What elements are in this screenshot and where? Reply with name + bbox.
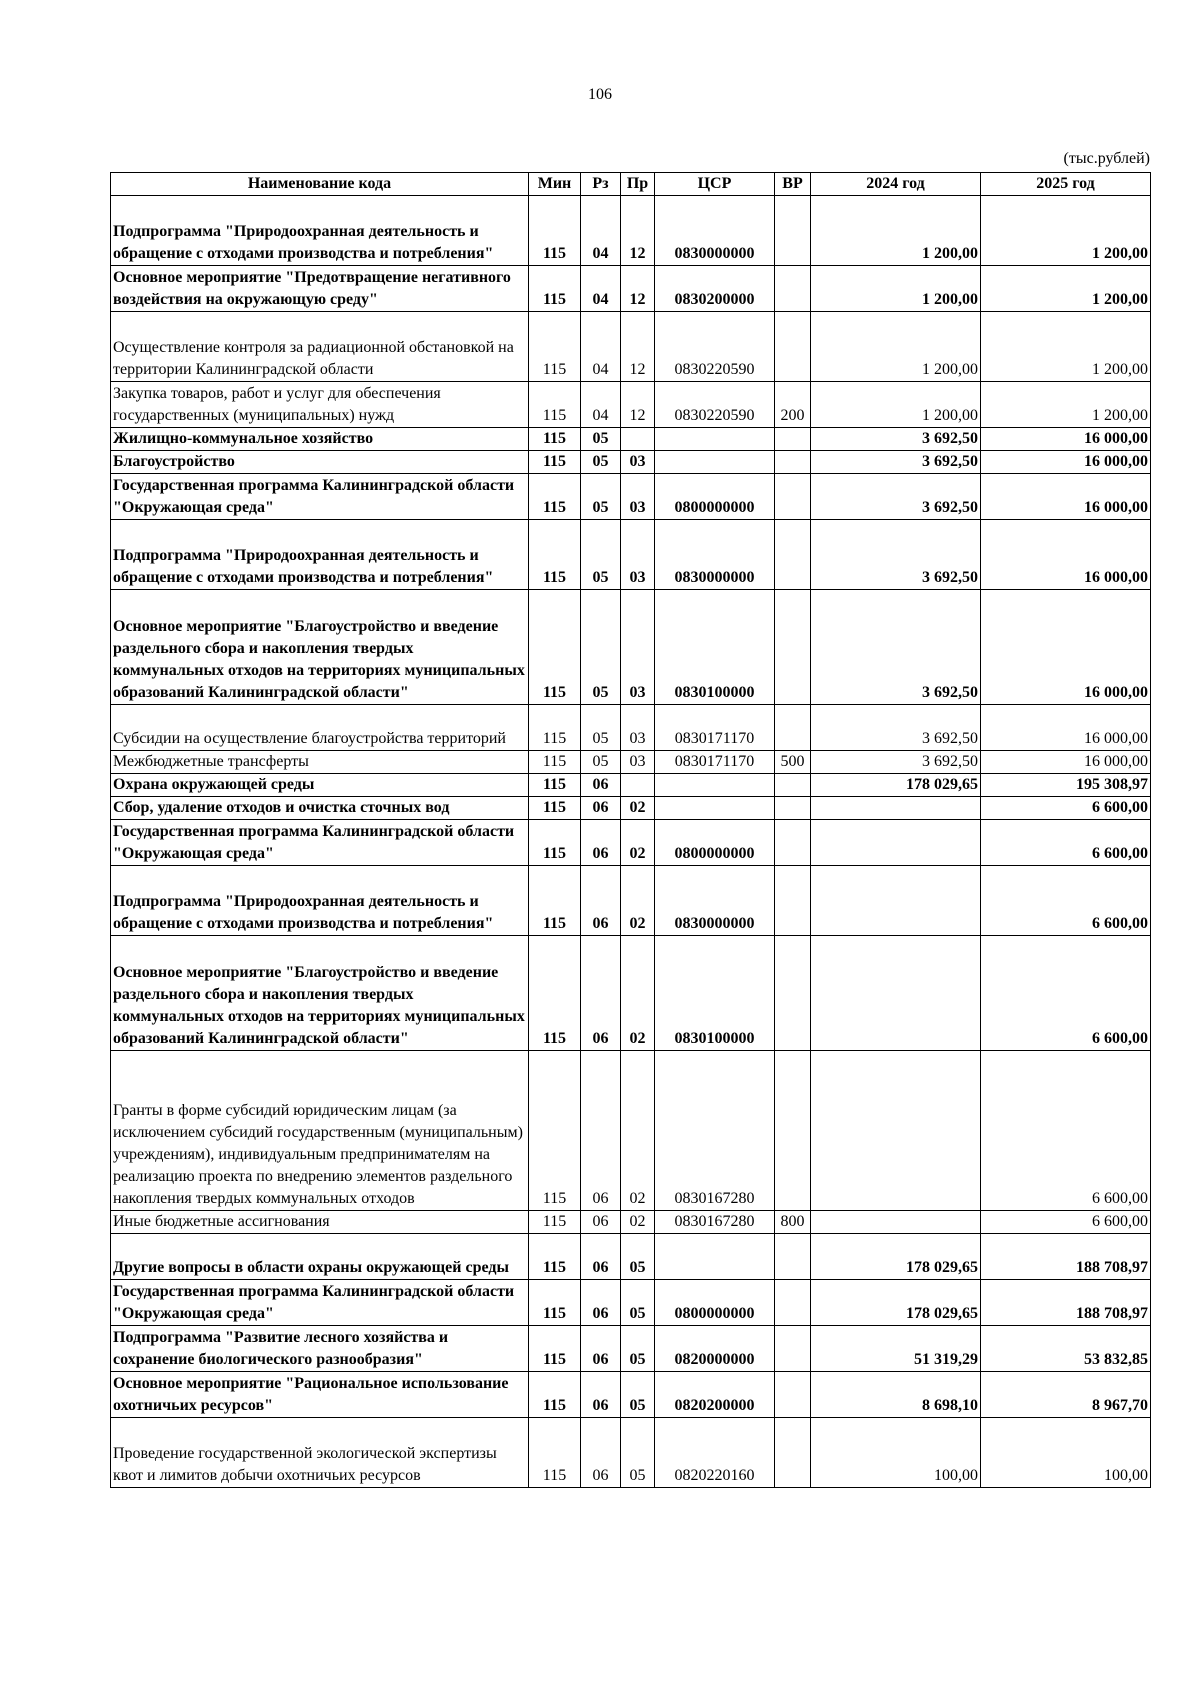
row-name: Межбюджетные трансферты (111, 751, 529, 774)
row-2025-value: 6 600,00 (981, 1051, 1151, 1211)
row-rz: 04 (581, 382, 621, 428)
row-min: 115 (529, 797, 581, 820)
row-vr (775, 1051, 811, 1211)
row-pr: 02 (621, 1051, 655, 1211)
row-rz: 05 (581, 751, 621, 774)
header-name: Наименование кода (111, 173, 529, 196)
row-rz: 05 (581, 451, 621, 474)
row-vr (775, 196, 811, 266)
table-row (111, 474, 1151, 520)
table-row (111, 866, 1151, 936)
row-2025-value: 16 000,00 (981, 751, 1151, 774)
row-csr: 0830171170 (655, 705, 775, 751)
row-2024-value: 3 692,50 (811, 751, 981, 774)
row-2025-value: 188 708,97 (981, 1280, 1151, 1326)
table-body (111, 196, 1151, 1488)
row-name: Государственная программа Калининградской области "Окружающая среда" (111, 1280, 529, 1326)
row-2024-value: 51 319,29 (811, 1326, 981, 1372)
row-rz: 04 (581, 312, 621, 382)
row-pr: 02 (621, 866, 655, 936)
row-name: Осуществление контроля за радиационной обстановкой на территории Калининградской области (111, 312, 529, 382)
row-vr (775, 520, 811, 590)
row-rz: 06 (581, 1418, 621, 1488)
row-2024-value (811, 1211, 981, 1234)
row-name: Иные бюджетные ассигнования (111, 1211, 529, 1234)
table-row (111, 1051, 1151, 1211)
row-pr: 03 (621, 705, 655, 751)
page-number: 106 (588, 86, 612, 103)
row-min: 115 (529, 474, 581, 520)
row-vr (775, 820, 811, 866)
row-csr: 0830167280 (655, 1211, 775, 1234)
row-csr: 0820220160 (655, 1418, 775, 1488)
row-2024-value: 3 692,50 (811, 520, 981, 590)
row-pr: 02 (621, 936, 655, 1051)
row-csr: 0830000000 (655, 520, 775, 590)
row-min: 115 (529, 520, 581, 590)
row-vr (775, 1280, 811, 1326)
row-rz: 06 (581, 1280, 621, 1326)
row-vr (775, 1418, 811, 1488)
row-min: 115 (529, 820, 581, 866)
table-row (111, 774, 1151, 797)
row-vr: 800 (775, 1211, 811, 1234)
row-rz: 06 (581, 774, 621, 797)
row-rz: 06 (581, 1372, 621, 1418)
row-min: 115 (529, 428, 581, 451)
row-csr: 0820000000 (655, 1326, 775, 1372)
row-pr: 03 (621, 520, 655, 590)
row-rz: 06 (581, 866, 621, 936)
row-2024-value (811, 866, 981, 936)
row-rz: 05 (581, 705, 621, 751)
row-csr: 0830000000 (655, 866, 775, 936)
row-name: Субсидии на осуществление благоустройства территорий (111, 705, 529, 751)
table-row (111, 451, 1151, 474)
header-2025: 2025 год (981, 173, 1151, 196)
row-min: 115 (529, 1051, 581, 1211)
row-pr: 03 (621, 590, 655, 705)
row-min: 115 (529, 451, 581, 474)
row-rz: 05 (581, 428, 621, 451)
budget-table (110, 172, 1151, 1488)
row-2024-value: 178 029,65 (811, 1234, 981, 1280)
row-2024-value: 8 698,10 (811, 1372, 981, 1418)
row-min: 115 (529, 312, 581, 382)
row-name: Подпрограмма "Природоохранная деятельность и обращение с отходами производства и потребления" (111, 196, 529, 266)
row-2025-value: 6 600,00 (981, 866, 1151, 936)
row-min: 115 (529, 1234, 581, 1280)
row-min: 115 (529, 1211, 581, 1234)
header-vr: ВР (775, 173, 811, 196)
header-rz: Рз (581, 173, 621, 196)
row-min: 115 (529, 936, 581, 1051)
row-pr: 12 (621, 312, 655, 382)
table-row (111, 266, 1151, 312)
row-vr (775, 1326, 811, 1372)
header-min: Мин (529, 173, 581, 196)
row-name: Закупка товаров, работ и услуг для обеспечения государственных (муниципальных) нужд (111, 382, 529, 428)
row-2025-value: 16 000,00 (981, 520, 1151, 590)
row-csr: 0830167280 (655, 1051, 775, 1211)
row-csr: 0830100000 (655, 936, 775, 1051)
row-pr: 02 (621, 1211, 655, 1234)
row-2024-value (811, 797, 981, 820)
row-2025-value: 1 200,00 (981, 382, 1151, 428)
row-pr: 02 (621, 797, 655, 820)
row-vr (775, 1372, 811, 1418)
row-2025-value: 195 308,97 (981, 774, 1151, 797)
row-pr: 03 (621, 474, 655, 520)
row-2025-value: 8 967,70 (981, 1372, 1151, 1418)
row-vr (775, 266, 811, 312)
header-2024: 2024 год (811, 173, 981, 196)
row-rz: 06 (581, 1326, 621, 1372)
table-row (111, 1418, 1151, 1488)
table-header-row (111, 173, 1151, 196)
row-name: Жилищно-коммунальное хозяйство (111, 428, 529, 451)
row-min: 115 (529, 705, 581, 751)
row-pr: 05 (621, 1280, 655, 1326)
row-2024-value: 3 692,50 (811, 474, 981, 520)
row-name: Благоустройство (111, 451, 529, 474)
units-label: (тыс.рублей) (1063, 150, 1150, 167)
row-vr (775, 474, 811, 520)
row-name: Подпрограмма "Природоохранная деятельность и обращение с отходами производства и потребления" (111, 520, 529, 590)
row-2025-value: 16 000,00 (981, 705, 1151, 751)
table-row (111, 428, 1151, 451)
row-name: Основное мероприятие "Предотвращение негативного воздействия на окружающую среду" (111, 266, 529, 312)
table-row (111, 1234, 1151, 1280)
row-pr: 12 (621, 266, 655, 312)
row-2025-value: 1 200,00 (981, 196, 1151, 266)
row-rz: 06 (581, 797, 621, 820)
table-row (111, 590, 1151, 705)
row-vr (775, 1234, 811, 1280)
row-2024-value: 1 200,00 (811, 312, 981, 382)
table-row (111, 751, 1151, 774)
row-rz: 06 (581, 1051, 621, 1211)
row-vr (775, 936, 811, 1051)
row-min: 115 (529, 774, 581, 797)
row-2024-value: 178 029,65 (811, 1280, 981, 1326)
row-csr: 0830220590 (655, 382, 775, 428)
row-rz: 06 (581, 820, 621, 866)
row-vr (775, 428, 811, 451)
row-pr: 05 (621, 1234, 655, 1280)
table-row (111, 1372, 1151, 1418)
table-row (111, 797, 1151, 820)
row-min: 115 (529, 1418, 581, 1488)
row-min: 115 (529, 590, 581, 705)
row-min: 115 (529, 382, 581, 428)
row-csr (655, 797, 775, 820)
row-2024-value: 1 200,00 (811, 382, 981, 428)
row-rz: 05 (581, 474, 621, 520)
row-2025-value: 100,00 (981, 1418, 1151, 1488)
row-name: Другие вопросы в области охраны окружающей среды (111, 1234, 529, 1280)
row-2024-value: 3 692,50 (811, 705, 981, 751)
row-vr: 500 (775, 751, 811, 774)
row-name: Проведение государственной экологической экспертизы квот и лимитов добычи охотничьих ресурсов (111, 1418, 529, 1488)
row-csr: 0830000000 (655, 196, 775, 266)
row-csr: 0800000000 (655, 820, 775, 866)
row-pr: 12 (621, 196, 655, 266)
row-rz: 05 (581, 520, 621, 590)
row-csr: 0830220590 (655, 312, 775, 382)
row-vr (775, 590, 811, 705)
row-2025-value: 6 600,00 (981, 936, 1151, 1051)
row-name: Подпрограмма "Развитие лесного хозяйства и сохранение биологического разнообразия" (111, 1326, 529, 1372)
table-row (111, 1211, 1151, 1234)
table-row (111, 1280, 1151, 1326)
row-pr: 03 (621, 751, 655, 774)
row-2025-value: 6 600,00 (981, 1211, 1151, 1234)
row-2025-value: 188 708,97 (981, 1234, 1151, 1280)
row-2024-value (811, 1051, 981, 1211)
table-row (111, 936, 1151, 1051)
row-vr: 200 (775, 382, 811, 428)
row-2024-value (811, 820, 981, 866)
table-row (111, 520, 1151, 590)
row-name: Основное мероприятие "Благоустройство и введение раздельного сбора и накопления твердых коммунальных отходов на территориях муниципальных образований Калининградской области" (111, 936, 529, 1051)
row-min: 115 (529, 1326, 581, 1372)
row-name: Подпрограмма "Природоохранная деятельность и обращение с отходами производства и потребления" (111, 866, 529, 936)
row-csr (655, 451, 775, 474)
row-pr: 05 (621, 1418, 655, 1488)
row-csr: 0830100000 (655, 590, 775, 705)
table-row (111, 705, 1151, 751)
row-2025-value: 16 000,00 (981, 451, 1151, 474)
row-rz: 06 (581, 1211, 621, 1234)
row-csr: 0830171170 (655, 751, 775, 774)
row-csr (655, 774, 775, 797)
row-2025-value: 16 000,00 (981, 590, 1151, 705)
row-2025-value: 16 000,00 (981, 428, 1151, 451)
header-csr: ЦСР (655, 173, 775, 196)
row-pr: 12 (621, 382, 655, 428)
row-name: Государственная программа Калининградской области "Окружающая среда" (111, 474, 529, 520)
row-csr: 0800000000 (655, 474, 775, 520)
row-min: 115 (529, 1372, 581, 1418)
row-2024-value: 1 200,00 (811, 196, 981, 266)
row-vr (775, 312, 811, 382)
row-min: 115 (529, 266, 581, 312)
row-2025-value: 6 600,00 (981, 797, 1151, 820)
row-rz: 04 (581, 196, 621, 266)
row-vr (775, 774, 811, 797)
row-vr (775, 797, 811, 820)
row-min: 115 (529, 866, 581, 936)
row-2024-value: 3 692,50 (811, 451, 981, 474)
row-2024-value: 3 692,50 (811, 428, 981, 451)
row-min: 115 (529, 1280, 581, 1326)
row-2025-value: 1 200,00 (981, 266, 1151, 312)
row-pr: 05 (621, 1372, 655, 1418)
row-name: Основное мероприятие "Рациональное использование охотничьих ресурсов" (111, 1372, 529, 1418)
row-pr (621, 428, 655, 451)
row-2024-value: 100,00 (811, 1418, 981, 1488)
row-min: 115 (529, 751, 581, 774)
table-row (111, 1326, 1151, 1372)
table-row (111, 196, 1151, 266)
row-csr: 0800000000 (655, 1280, 775, 1326)
row-rz: 06 (581, 936, 621, 1051)
row-min: 115 (529, 196, 581, 266)
row-rz: 06 (581, 1234, 621, 1280)
row-csr: 0830200000 (655, 266, 775, 312)
row-2025-value: 53 832,85 (981, 1326, 1151, 1372)
row-pr: 03 (621, 451, 655, 474)
row-csr (655, 1234, 775, 1280)
row-2024-value: 178 029,65 (811, 774, 981, 797)
row-2025-value: 6 600,00 (981, 820, 1151, 866)
row-2024-value: 1 200,00 (811, 266, 981, 312)
header-pr: Пр (621, 173, 655, 196)
row-rz: 04 (581, 266, 621, 312)
table-row (111, 820, 1151, 866)
row-name: Основное мероприятие "Благоустройство и введение раздельного сбора и накопления твердых коммунальных отходов на территориях муниципальных образований Калининградской области" (111, 590, 529, 705)
row-2024-value: 3 692,50 (811, 590, 981, 705)
row-pr: 05 (621, 1326, 655, 1372)
row-rz: 05 (581, 590, 621, 705)
row-vr (775, 451, 811, 474)
row-2025-value: 16 000,00 (981, 474, 1151, 520)
row-csr: 0820200000 (655, 1372, 775, 1418)
table-row (111, 382, 1151, 428)
row-2025-value: 1 200,00 (981, 312, 1151, 382)
row-csr (655, 428, 775, 451)
row-2024-value (811, 936, 981, 1051)
row-vr (775, 866, 811, 936)
row-name: Сбор, удаление отходов и очистка сточных вод (111, 797, 529, 820)
row-name: Государственная программа Калининградской области "Окружающая среда" (111, 820, 529, 866)
row-vr (775, 705, 811, 751)
row-pr (621, 774, 655, 797)
row-pr: 02 (621, 820, 655, 866)
row-name: Охрана окружающей среды (111, 774, 529, 797)
table-row (111, 312, 1151, 382)
row-name: Гранты в форме субсидий юридическим лицам (за исключением субсидий государственным (муниципальным) учреждениям), индивидуальным предпринимателям на реализацию проекта по внедрению элементов раздельного накопления твердых коммунальных отходов (111, 1051, 529, 1211)
